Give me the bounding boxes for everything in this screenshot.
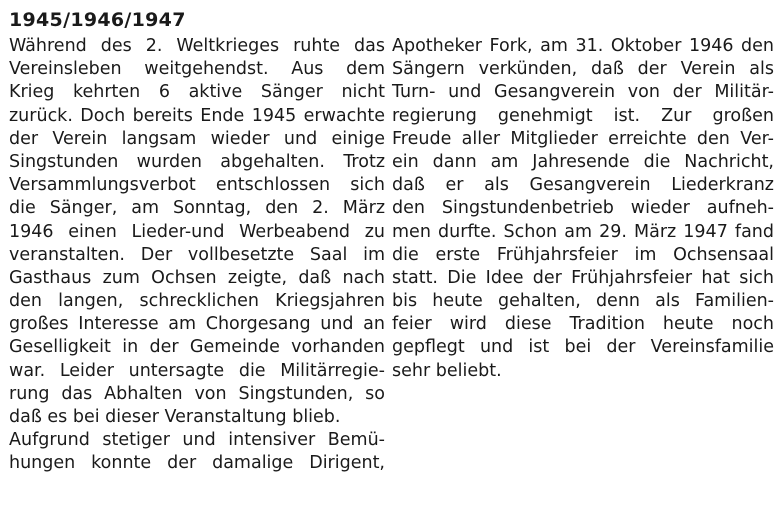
text-line: bis heute gehalten, denn als Familien- bbox=[392, 291, 774, 312]
text-line: daß es bei dieser Veranstaltung blieb. bbox=[9, 407, 341, 427]
text-line: statt. Die Idee der Frühjahrsfeier hat sich bbox=[392, 267, 774, 288]
text-line: Versammlungsverbot entschlossen sich bbox=[9, 175, 385, 196]
text-column-right bbox=[392, 35, 774, 383]
text-column-left bbox=[9, 35, 385, 476]
text-line: die erste Frühjahrsfeier im Ochsensaal bbox=[392, 244, 774, 265]
text-line: der Verein langsam wieder und einige bbox=[9, 128, 385, 149]
text-line: veranstalten. Der vollbesetzte Saal im bbox=[9, 244, 385, 265]
text-line: sehr beliebt. bbox=[392, 360, 502, 381]
text-line: den Singstundenbetrieb wieder aufneh- bbox=[392, 198, 774, 219]
text-line: ein dann am Jahresende die Nachricht, bbox=[392, 151, 774, 172]
text-line: Freude aller Mitglieder erreichte den Ver- bbox=[392, 128, 774, 149]
text-line: Apotheker Fork, am 31. Oktober 1946 den bbox=[392, 36, 774, 56]
text-line: die Sänger, am Sonntag, den 2. März bbox=[9, 198, 385, 219]
text-line: Gasthaus zum Ochsen zeigte, daß nach bbox=[9, 267, 385, 288]
text-line: den langen, schrecklichen Kriegsjahren bbox=[9, 291, 385, 312]
section-heading: 1945/1946/1947 bbox=[9, 9, 186, 31]
text-line: großes Interesse am Chorgesang und an bbox=[9, 314, 385, 335]
text-line: gepflegt und ist bei der Vereinsfamilie bbox=[392, 337, 774, 358]
text-line: Turn- und Gesangverein von der Militär- bbox=[392, 82, 774, 103]
text-line: 1946 einen Lieder-und Werbeabend zu bbox=[9, 221, 385, 242]
text-line: war. Leider untersagte die Militärregie- bbox=[9, 360, 385, 381]
text-line: Geselligkeit in der Gemeinde vorhanden bbox=[9, 337, 385, 358]
text-line: Sängern verkünden, daß der Verein als bbox=[392, 59, 774, 80]
text-line: Singstunden wurden abgehalten. Trotz bbox=[9, 151, 385, 172]
text-line: Vereinsleben weitgehendst. Aus dem bbox=[9, 59, 385, 80]
text-line: Während des 2. Weltkrieges ruhte das bbox=[9, 36, 385, 56]
text-line: zurück. Doch bereits Ende 1945 erwachte bbox=[9, 105, 385, 126]
text-line: feier wird diese Tradition heute noch bbox=[392, 314, 774, 335]
text-line: regierung genehmigt ist. Zur großen bbox=[392, 105, 774, 126]
text-line: Aufgrund stetiger und intensiver Bemü- bbox=[9, 430, 385, 451]
text-line: men durfte. Schon am 29. März 1947 fand bbox=[392, 221, 774, 242]
text-line: Krieg kehrten 6 aktive Sänger nicht bbox=[9, 82, 385, 103]
text-line: rung das Abhalten von Singstunden, so bbox=[9, 383, 385, 404]
text-line: hungen konnte der damalige Dirigent, bbox=[9, 453, 385, 474]
text-line: daß er als Gesangverein Liederkranz bbox=[392, 175, 774, 196]
